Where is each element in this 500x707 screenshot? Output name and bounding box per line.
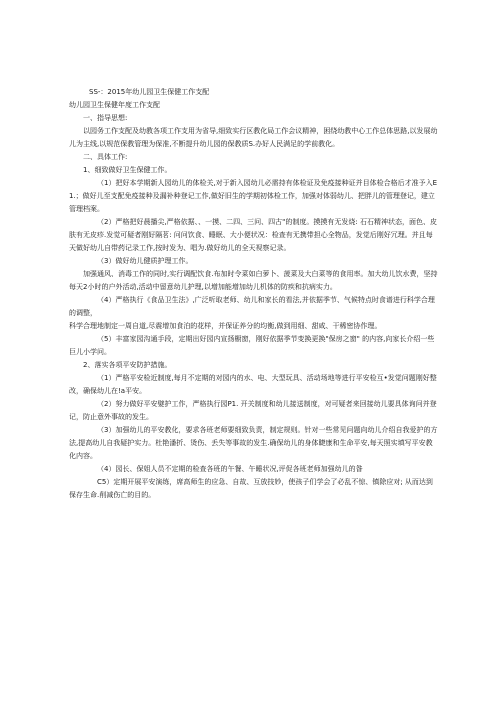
paragraph-safety-1: （1）严格平安检近制度,每月不定期的对园内的水、电、大型玩具、活动场地等进行平安检互•发觉问题刚好整改，确保幼儿在!a平安。	[69, 374, 437, 395]
paragraph-health-2: （2）严格把好晨播尖,严格依据、、一摸、二四、三问、四古"的制度。摸摸有无发烧: 石石精神状态，面色、皮肤有无皮疹.发觉可疑者刚好隔茗: 问问饮食、睡眠、大小便状况：检查有无携带担心全物品，发觉后刚好冗理。并且每天做好幼儿自带药记录工作,按时发为、唱为.做好幼儿的全天视察记录。	[69, 218, 437, 252]
paragraph-guiding: 以园务工作支配及幼教各项工作支用为省导,细致实行区教化局工作会议精神，困绕幼教中心工作总体思路,以发展幼儿为主线,以规范保教管理为保准,不断提升幼儿园的保教质S.办好人民满足的学前教化。	[69, 127, 438, 148]
paragraph-health-1: （1）把好本学期新人园幼儿的体检关,对于新入园幼儿必需持有体检证及免疫接种证并目体检合格后才准予入E1.；做好儿至支配免疫接种及漏补种登记工作,做好旧生的学期初体检工作，加强对体弱幼儿、把胖儿的管理登记，建立管理档案。	[69, 179, 438, 213]
paragraph-health-4b: 科学合理地制定一周自道,尽震增加食泊的花样，并保证养分的均衡,做到用细、甜咸、干稀密协作理。	[69, 322, 382, 330]
item-heading-health: 1、细致做好卫生保健工作。	[83, 166, 172, 174]
paragraph-health-3: （3）做好幼儿健质护理工作。	[97, 257, 193, 265]
paragraph-safety-3: （3）加强幼儿的平安教化，要求各班老师要细致负责，制定规则。针对一些常见问题向幼儿介绍自我爱护的方法,提高幼儿自我疑护实力。杜艳潘折、烫伤、丢失等事故的发生.确保幼儿的身体睫康和生命平安,每天照实填写平安教化内容。	[69, 426, 438, 460]
paragraph-health-4: （4）严格执行《食品卫生法》,广泛听取老师、幼儿和家长的看法,并依据季节、气候特点时食谱进行科学合理的调整，	[69, 296, 435, 317]
section-heading-guiding: 一、指导思想:	[83, 114, 128, 122]
paragraph-safety-4: （4）园长、保姐人员不定期的检查各班的午餐、午睡状况,评促各班老师加强幼儿的昝	[97, 465, 363, 473]
paragraph-safety-5: C5）定期开展平安演练，席高师生的应急、自故、互放技妙，使孩子们学会了必乱不惊、镇除应对; 从而达到保存生命.削减伤亡的目的。	[69, 478, 433, 499]
paragraph-health-3b: 加强通风、消毒工作的同时,实行调配饮食.布加时令菜如白萝卜、菠菜及大白菜等的食用率。加大幼儿饮水费，坚持每天2小时的户外活动,活动中留意幼儿护理,以增加能增加幼儿机体的防疾和抗病实力。	[69, 270, 438, 291]
paragraph-safety-2: （2）努力做好平安嬖护工作，严格执行园P1. 开关制度和幼儿接送制度，对可疑者来回接幼儿要具体询问并登记，防止意外事故的发生。	[69, 400, 437, 421]
item-heading-safety: 2、落实各项平安防护措施。	[83, 361, 172, 369]
section-heading-work: 二、具体工作:	[83, 153, 128, 161]
document-header: SS-：2015年幼儿园卫生保健工作支配	[89, 88, 210, 96]
paragraph-health-5: （5）丰富家园沟通手段，定期出好园内宣扬橱窗，刚好依据季节变换更换"保房之窗" 的内容,向家长介绍一些巨儿小学问。	[69, 335, 435, 356]
document-body	[69, 86, 439, 502]
document-title: 幼儿园卫生保健年度工作支配	[69, 101, 160, 109]
